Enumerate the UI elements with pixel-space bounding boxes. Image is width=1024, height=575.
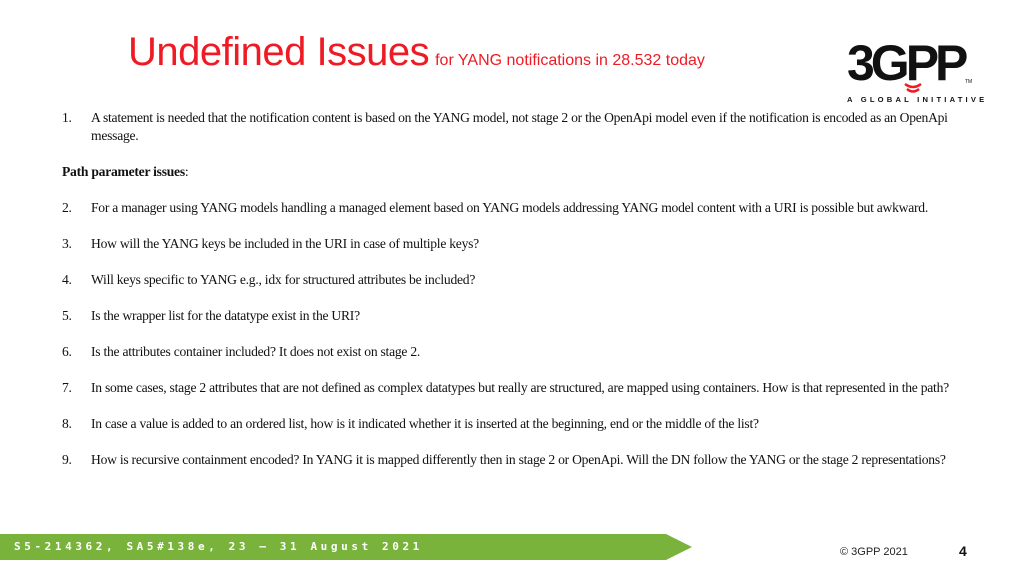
list-item-text: Is the attributes container included? It does not exist on stage 2. (91, 344, 421, 359)
list-item-number: 5. (62, 308, 72, 323)
list-item-number: 9. (62, 452, 72, 467)
list-item-number: 1. (62, 110, 72, 125)
logo-wordmark: 3GPP (847, 35, 965, 91)
list-item (62, 199, 987, 217)
list-item-number: 8. (62, 416, 72, 431)
logo-tm: TM (965, 79, 973, 85)
list-item-number: 7. (62, 380, 72, 395)
list-item (62, 307, 987, 325)
list-item-number: 2. (62, 200, 72, 215)
page-number: 4 (959, 543, 967, 559)
list-item (62, 451, 987, 469)
list-item-text: For a manager using YANG models handling a managed element based on YANG models addressing YANG model content with a URI is possible but awkward. (91, 200, 928, 215)
list-item-text: Is the wrapper list for the datatype exist in the URI? (91, 308, 360, 323)
list-item (62, 109, 987, 145)
list-item-text: Will keys specific to YANG e.g., idx for structured attributes be included? (91, 272, 476, 287)
3gpp-logo (845, 22, 985, 108)
copyright-text: © 3GPP 2021 (840, 546, 908, 558)
slide-title: Undefined Issues (128, 30, 430, 74)
list-item (62, 379, 987, 397)
slide-title-row (128, 30, 705, 75)
logo-tagline: A GLOBAL INITIATIVE (847, 95, 985, 104)
list-item-number: 4. (62, 272, 72, 287)
list-item-text: In case a value is added to an ordered list, how is it indicated whether it is inserted at the beginning, end or the middle of the list? (91, 416, 759, 431)
section-heading-text: Path parameter issues (62, 164, 185, 179)
list-item-text: How is recursive containment encoded? In YANG it is mapped differently then in stage 2 or OpenApi. Will the DN follow the YANG or the stage 2 representations? (91, 452, 946, 467)
slide-subtitle: for YANG notifications in 28.532 today (435, 52, 705, 69)
footer-reference: S5-214362, SA5#138e, 23 – 31 August 2021 (14, 540, 423, 553)
slide-body (62, 109, 987, 487)
section-heading-colon: : (184, 164, 189, 179)
list-item (62, 343, 987, 361)
list-item (62, 271, 987, 289)
list-item-number: 6. (62, 344, 72, 359)
list-item-text: A statement is needed that the notification content is based on the YANG model, not stage 2 or the OpenApi model even if the notification is encoded as an OpenApi message. (91, 110, 948, 143)
list-item-text: In some cases, stage 2 attributes that are not defined as complex datatypes but really are structured, are mapped using containers. How is that represented in the path? (91, 380, 949, 395)
section-heading (62, 163, 987, 181)
list-item-text: How will the YANG keys be included in the URI in case of multiple keys? (91, 236, 479, 251)
list-item (62, 235, 987, 253)
list-item (62, 415, 987, 433)
list-item-number: 3. (62, 236, 72, 251)
footer-band (0, 534, 692, 560)
